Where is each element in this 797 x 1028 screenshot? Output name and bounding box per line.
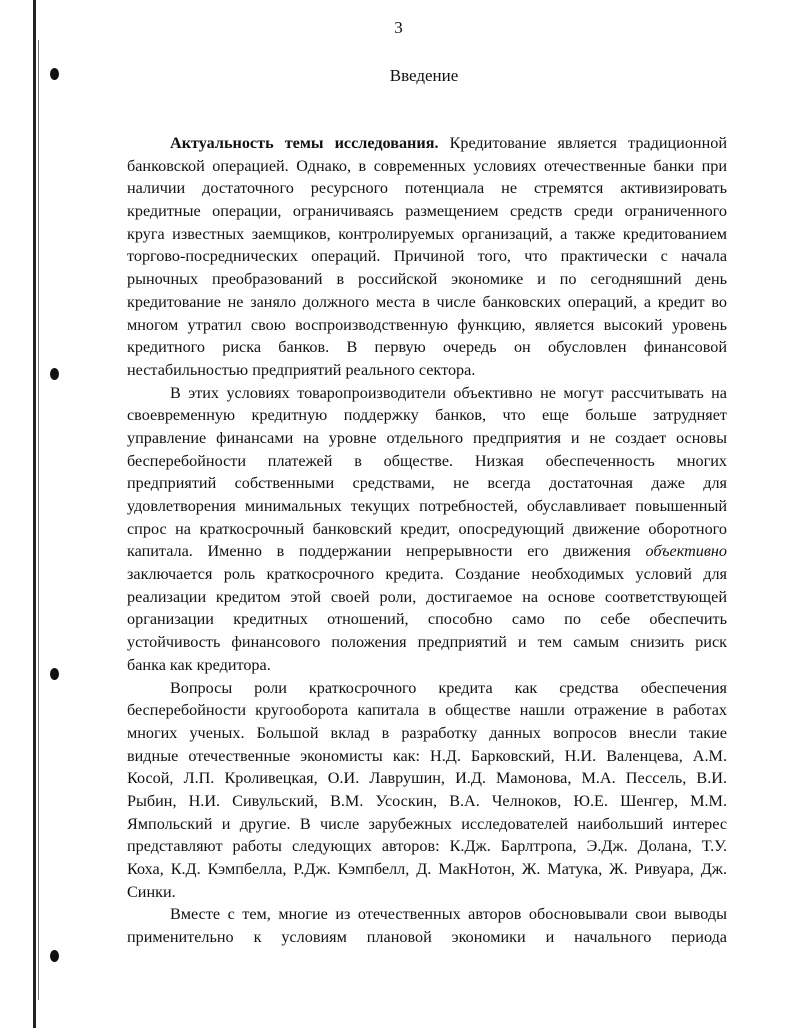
paragraph-line: Коха, К.Д. Кэмпбелла, Р.Дж. Кэмпбелл, Д. МакНотон, Ж. Матука, Ж. Ривуара, Дж. (127, 860, 727, 878)
paragraph-line: многом утратил свою воспроизводственную функцию, является высокий уровень (127, 315, 727, 334)
binding-hole-mark (50, 368, 59, 380)
paragraph-line: Вопросы роли краткосрочного кредита как средства обеспечения (170, 678, 727, 697)
paragraph-line: рыночных преобразований в российской экономике и по сегодняшний день (127, 270, 727, 289)
paragraph-line: кредитование не заняло должного места в числе банковских операций, а кредит во (127, 292, 727, 311)
paragraph-line: предприятий собственными средствами, не всегда достаточная даже для (127, 474, 727, 493)
binding-edge-line (38, 40, 39, 1000)
paragraph-line: устойчивость финансового положения предприятий и тем самым снизить риск (127, 633, 727, 652)
paragraph-line: Рыбин, Н.И. Сивульский, В.М. Усоскин, В.А. Челноков, Ю.Е. Шенгер, М.М. (127, 791, 727, 810)
page-title: Введение (389, 66, 459, 85)
paragraph-line: управление финансами на уровне отдельного предприятия и не создает основы (127, 428, 727, 447)
paragraph-line: реализации кредитом этой своей роли, достигаемое на основе соответствующей (127, 587, 727, 606)
paragraph-line: своевременную кредитную поддержку банков, что еще больше затрудняет (127, 406, 727, 425)
paragraph-line: банковской операцией. Однако, в современных условиях отечественные банки при (127, 156, 727, 175)
paragraph-line: спрос на краткосрочный банковский кредит, опосредующий движение оборотного (127, 519, 727, 538)
paragraph-line: круга известных заемщиков, контролируемых организаций, а также кредитованием (127, 224, 727, 243)
paragraph-line: Актуальность темы исследования. Кредитование является традиционной (170, 134, 727, 152)
paragraph-line: видные отечественные экономисты как: Н.Д. Барковский, Н.И. Валенцева, А.М. (127, 746, 727, 765)
paragraph-line: наличии достаточного ресурсного потенциала не стремятся активизировать (127, 179, 727, 198)
paragraph-line: многих ученых. Большой вклад в разработку данных вопросов внесли такие (127, 723, 727, 742)
paragraph-line: Синки. (127, 882, 176, 901)
section-lead: Актуальность темы исследования. (170, 134, 439, 152)
paragraph-line: торгово-посреднических операций. Причиной того, что практически с начала (127, 247, 727, 266)
paragraph-line: нестабильностью предприятий реального сектора. (127, 360, 476, 379)
paragraph-line: кредитные операции, ограничиваясь размещением средств среди ограниченного (127, 202, 727, 221)
document-body (127, 132, 727, 949)
binding-hole-mark (50, 950, 59, 962)
paragraph-line: заключается роль краткосрочного кредита. Создание необходимых условий для (127, 565, 727, 584)
binding-edge (33, 0, 36, 1028)
paragraph-line: организации кредитных отношений, способно само по себе обеспечить (127, 610, 727, 629)
paragraph-line: кредитного риска банков. В первую очередь он обусловлен финансовой (127, 338, 727, 357)
paragraph-line: Ямпольский и другие. В числе зарубежных исследователей наибольший интерес (127, 814, 727, 833)
emphasis-word: объективно (645, 542, 727, 561)
paragraph-line: применительно к условиям плановой экономики и начального периода (127, 928, 727, 947)
paragraph-line: бесперебойности платежей в обществе. Низкая обеспеченность многих (127, 451, 727, 470)
paragraph-line: удовлетворения минимальных текущих потребностей, обуславливает повышенный (127, 497, 727, 515)
page-number: 3 (394, 18, 403, 37)
binding-hole-mark (50, 668, 59, 680)
paragraph-line: бесперебойности кругооборота капитала в обществе нашли отражение в работах (127, 701, 727, 720)
paragraph-line: капитала. Именно в поддержании непрерывности его движения объективно (127, 542, 727, 561)
paragraph-line: Вместе с тем, многие из отечественных авторов обосновывали свои выводы (170, 905, 727, 924)
paragraph-line: банка как кредитора. (127, 655, 271, 674)
paragraph-line: представляют работы следующих авторов: К.Дж. Барлтропа, Э.Дж. Долана, Т.У. (127, 837, 727, 856)
paragraph-line: В этих условиях товаропроизводители объективно не могут рассчитывать на (170, 383, 727, 402)
paragraph-line: Косой, Л.П. Кроливецкая, О.И. Лаврушин, И.Д. Мамонова, М.А. Пессель, В.И. (127, 769, 727, 788)
